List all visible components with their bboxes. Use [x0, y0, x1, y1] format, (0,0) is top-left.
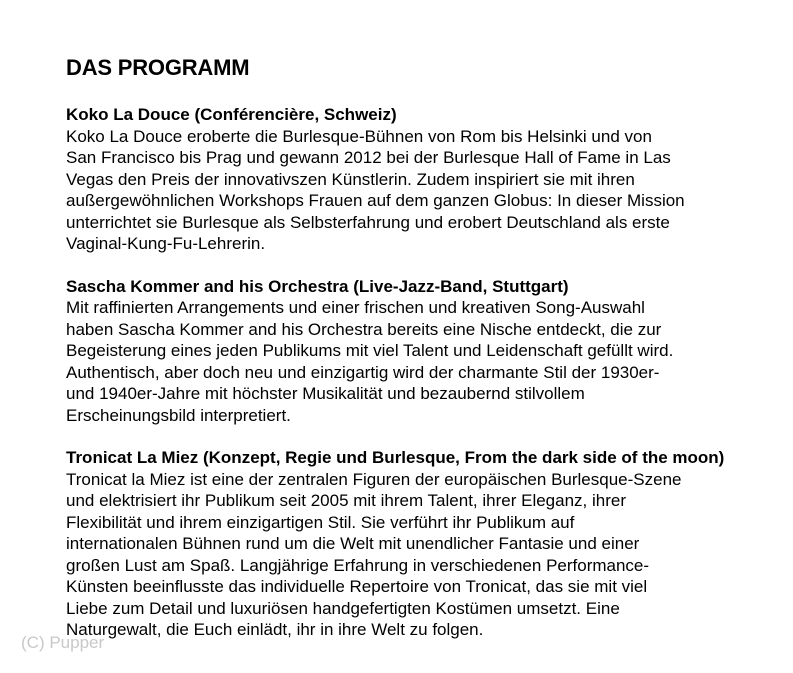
body-line: Mit raffinierten Arrangements und einer frischen und kreativen Song-Auswahl — [66, 298, 645, 317]
body-line: Begeisterung eines jeden Publikums mit viel Talent und Leidenschaft gefüllt wird. — [66, 341, 674, 360]
body-line: Tronicat la Miez ist eine der zentralen Figuren der europäischen Burlesque-Szene — [66, 469, 682, 489]
body-line: internationalen Bühnen rund um die Welt mit unendlicher Fantasie und einer — [66, 534, 640, 553]
body-line: unterrichtet sie Burlesque als Selbsterfahrung und erobert Deutschland als erste — [66, 212, 670, 232]
section-body — [66, 297, 766, 426]
body-line: Naturgewalt, die Euch einlädt, ihr in ihre Welt zu folgen. — [66, 620, 484, 639]
body-line: und 1940er-Jahre mit höchster Musikalität und bezaubernd stilvollem — [66, 384, 585, 403]
section-koko-la-douce — [66, 104, 766, 255]
body-line: Koko La Douce eroberte die Burlesque-Bühnen von Rom bis Helsinki und von — [66, 126, 652, 146]
section-body — [66, 126, 766, 255]
program-document — [66, 54, 766, 662]
copyright-watermark: (C) Pupper — [21, 633, 105, 652]
body-line: San Francisco bis Prag und gewann 2012 bei der Burlesque Hall of Fame in Las — [66, 148, 671, 167]
section-tronicat-la-miez — [66, 447, 766, 641]
body-line: Vegas den Preis der innovativszen Künstlerin. Zudem inspiriert sie mit ihren — [66, 169, 635, 189]
body-line: haben Sascha Kommer and his Orchestra bereits eine Nische entdeckt, die zur — [66, 319, 662, 339]
section-heading — [66, 447, 766, 469]
section-body — [66, 469, 766, 641]
body-line: Flexibilität und ihrem einzigartigen Stil. Sie verführt ihr Publikum auf — [66, 512, 575, 532]
heading-line: Koko La Douce (Conférencière, Schweiz) — [66, 105, 397, 124]
body-line: Vaginal-Kung-Fu-Lehrerin. — [66, 234, 266, 253]
body-line: Künsten beeinflusste das individuelle Repertoire von Tronicat, das sie mit viel — [66, 577, 648, 596]
heading-line: (Konzept, Regie und Burlesque, From the dark side of the moon) — [202, 448, 725, 467]
body-line: und elektrisiert ihr Publikum seit 2005 mit ihrem Talent, ihrer Eleganz, ihrer — [66, 491, 626, 510]
body-line: Erscheinungsbild interpretiert. — [66, 405, 291, 425]
body-line: außergewöhnlichen Workshops Frauen auf dem ganzen Globus: In dieser Mission — [66, 191, 685, 210]
heading-line: Tronicat La Miez — [66, 448, 199, 467]
body-line: Liebe zum Detail und luxuriösen handgefertigten Kostümen umsetzt. Eine — [66, 598, 620, 618]
heading-line: Sascha Kommer and his Orchestra (Live-Jazz-Band, Stuttgart) — [66, 276, 569, 296]
section-heading — [66, 276, 766, 298]
section-sascha-kommer — [66, 276, 766, 427]
page-title: DAS PROGRAMM — [66, 55, 250, 80]
body-line: Authentisch, aber doch neu und einzigartig wird der charmante Stil der 1930er- — [66, 362, 660, 382]
body-line: großen Lust am Spaß. Langjährige Erfahrung in verschiedenen Performance- — [66, 555, 650, 575]
section-heading — [66, 104, 766, 126]
